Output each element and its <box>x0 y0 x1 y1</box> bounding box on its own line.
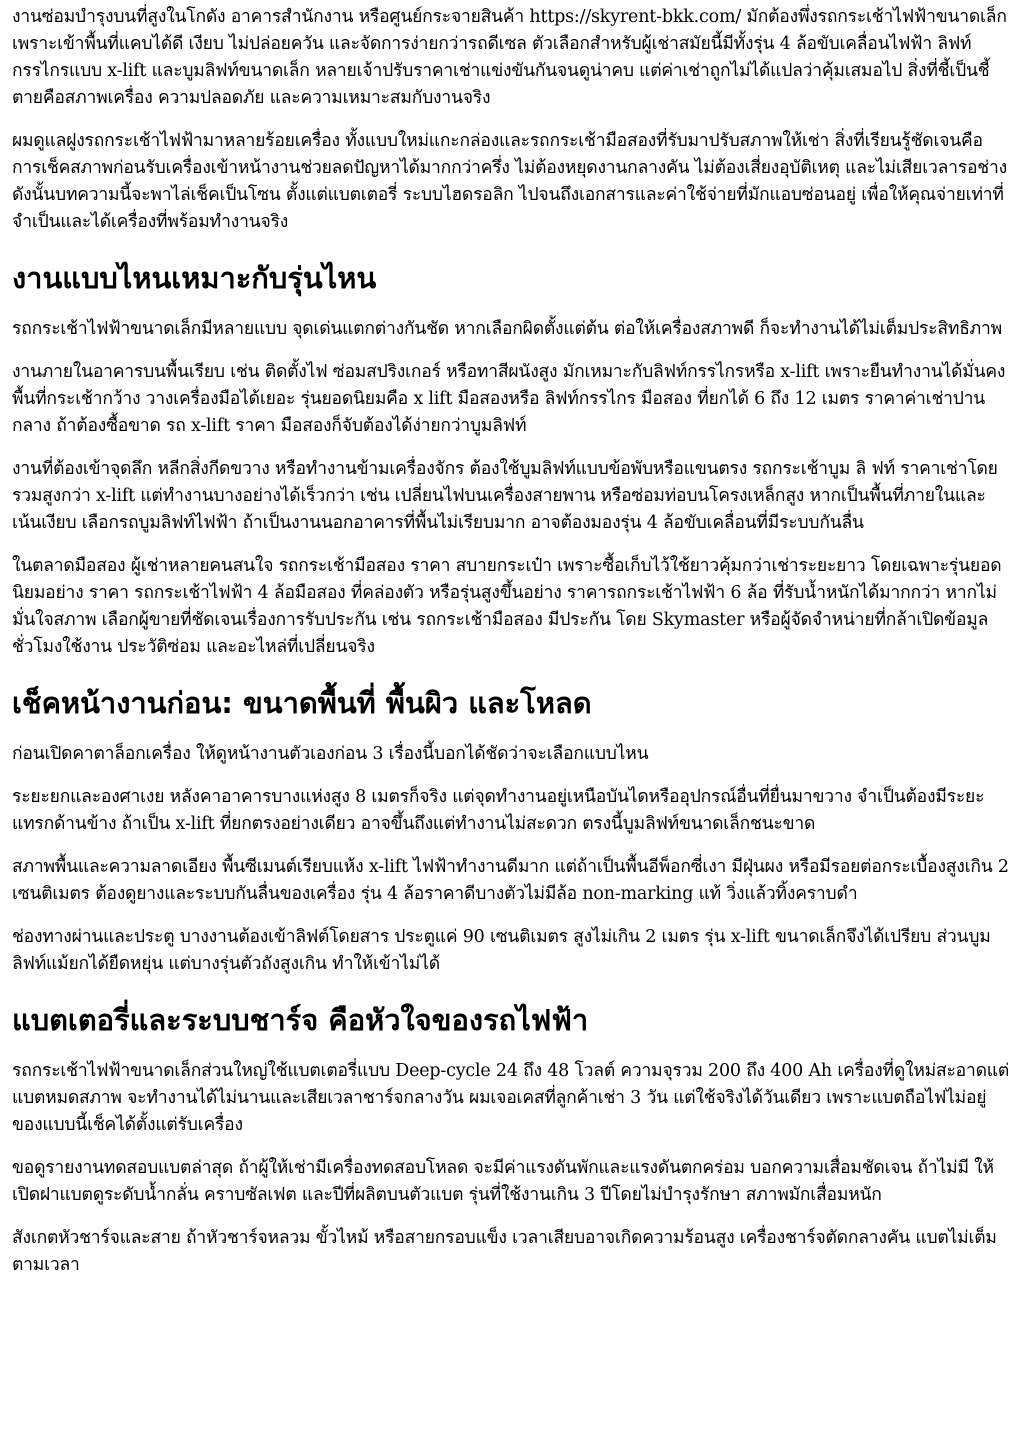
body-paragraph: รถกระเช้าไฟฟ้าขนาดเล็กมีหลายแบบ จุดเด่นแตกต่างกันชัด หากเลือกผิดตั้งแต่ต้น ต่อให้เครื่องสภาพดี ก็จะทำงานได้ไม่เต็มประสิทธิภาพ <box>12 319 1002 339</box>
section-heading-model-fit: งานแบบไหนเหมาะกับรุ่นไหน <box>12 261 377 295</box>
body-paragraph: งานที่ต้องเข้าจุดลึก หลีกสิ่งกีดขวาง หรือทำงานข้ามเครื่องจักร ต้องใช้บูมลิฟท์แบบข้อพับหรือแขนตรง รถกระเช้าบูม ลิ ฟท์ ราคาเช่าโดยรวมสูงกว่า x-lift แต่ทำงานบางอย่างได้เร็วกว่า เช่น เปลี่ยนไฟบนเครื่องสายพาน หรือซ่อมท่อบนโครงเหล็กสูง หากเป็นพื้นที่ภายในและเน้นเงียบ เลือกรถบูมลิฟท์ไฟฟ้า ถ้าเป็นงานนอกอาคารที่พื้นไม่เรียบมาก อาจต้องมองรุ่น 4 ล้อขับเคลื่อนที่มีระบบกันลื่น <box>12 459 998 533</box>
intro-paragraph: งานซ่อมบำรุงบนที่สูงในโกดัง อาคารสำนักงาน หรือศูนย์กระจายสินค้า https://skyrent-bkk.com/ มักต้องพึ่งรถกระเช้าไฟฟ้าขนาดเล็ก เพราะเข้าพื้นที่แคบได้ดี เงียบ ไม่ปล่อยควัน และจัดการง่ายกว่ารถดีเซล ตัวเลือกสำหรับผู้เช่าสมัยนี้มีทั้งรุ่น 4 ล้อขับเคลื่อนไฟฟ้า ลิฟท์กรรไกรแบบ x-lift และบูมลิฟท์ขนาดเล็ก หลายเจ้าปรับราคาเช่าแข่งขันกันจนดูน่าคบ แต่ค่าเช่าถูกไม่ได้แปลว่าคุ้มเสมอไป สิ่งที่ชี้เป็นชี้ตายคือสภาพเครื่อง ความปลอดภัย และความเหมาะสมกับงานจริง <box>12 7 1007 108</box>
intro-paragraph: ผมดูแลฝูงรถกระเช้าไฟฟ้ามาหลายร้อยเครื่อง ทั้งแบบใหม่แกะกล่องและรถกระเช้ามือสองที่รับมาปรับสภาพให้เช่า สิ่งที่เรียนรู้ชัดเจนคือ การเช็คสภาพก่อนรับเครื่องเข้าหน้างานช่วยลดปัญหาได้มากกว่าครึ่ง ไม่ต้องหยุดงานกลางคัน ไม่ต้องเสี่ยงอุบัติเหตุ และไม่เสียเวลารอช่าง ดังนั้นบทความนี้จะพาไล่เช็คเป็นโซน ตั้งแต่แบตเตอรี่ ระบบไฮดรอลิก ไปจนถึงเอกสารและค่าใช้จ่ายที่มักแอบซ่อนอยู่ เพื่อให้คุณจ่ายเท่าที่จำเป็นและได้เครื่องที่พร้อมทำงานจริง <box>12 131 1007 232</box>
body-paragraph: ขอดูรายงานทดสอบแบตล่าสุด ถ้าผู้ให้เช่ามีเครื่องทดสอบโหลด จะมีค่าแรงดันพักและแรงดันตกคร่อม บอกความเสื่อมชัดเจน ถ้าไม่มี ให้เปิดฝาแบตดูระดับน้ำกลั่น คราบซัลเฟต และปีที่ผลิตบนตัวแบต รุ่นที่ใช้งานเกิน 3 ปีโดยไม่บำรุงรักษา สภาพมักเสื่อมหนัก <box>12 1158 994 1205</box>
section-heading-battery: แบตเตอรี่และระบบชาร์จ คือหัวใจของรถไฟฟ้า <box>12 1003 589 1037</box>
body-paragraph: รถกระเช้าไฟฟ้าขนาดเล็กส่วนใหญ่ใช้แบตเตอรี่แบบ Deep-cycle 24 ถึง 48 โวลต์ ความจุรวม 200 ถึง 400 Ah เครื่องที่ดูใหม่สะอาดแต่แบตหมดสภาพ จะทำงานได้ไม่นานและเสียเวลาชาร์จกลางวัน ผมเจอเคสที่ลูกค้าเช่า 3 วัน แต่ใช้จริงได้วันเดียว เพราะแบตถือไฟไม่อยู่ ของแบบนี้เช็คได้ตั้งแต่รับเครื่อง <box>12 1061 1010 1135</box>
body-paragraph: ในตลาดมือสอง ผู้เช่าหลายคนสนใจ รถกระเช้ามือสอง ราคา สบายกระเป๋า เพราะซื้อเก็บไว้ใช้ยาวคุ้มกว่าเช่าระยะยาว โดยเฉพาะรุ่นยอดนิยมอย่าง ราคา รถกระเช้าไฟฟ้า 4 ล้อมือสอง ที่คล่องตัว หรือรุ่นสูงขึ้นอย่าง ราคารถกระเช้าไฟฟ้า 6 ล้อ ที่รับน้ำหนักได้มากกว่า หากไม่มั่นใจสภาพ เลือกผู้ขายที่ชัดเจนเรื่องการรับประกัน เช่น รถกระเช้ามือสอง มีประกัน โดย Skymaster หรือผู้จัดจำหน่ายที่กล้าเปิดข้อมูลชั่วโมงใช้งาน ประวัติซ่อม และอะไหล่ที่เปลี่ยนจริง <box>12 556 1002 657</box>
body-paragraph: งานภายในอาคารบนพื้นเรียบ เช่น ติดตั้งไฟ ซ่อมสปริงเกอร์ หรือทาสีผนังสูง มักเหมาะกับลิฟท์กรรไกรหรือ x-lift เพราะยืนทำงานได้มั่นคง พื้นที่กระเช้ากว้าง วางเครื่องมือได้เยอะ รุ่นยอดนิยมคือ x lift มือสองหรือ ลิฟท์กรรไกร มือสอง ที่ยกได้ 6 ถึง 12 เมตร ราคาค่าเช่าปานกลาง ถ้าต้องซื้อขาด รถ x-lift ราคา มือสองก็จับต้องได้ง่ายกว่าบูมลิฟท์ <box>12 362 1006 436</box>
section-heading-site-check: เช็คหน้างานก่อน: ขนาดพื้นที่ พื้นผิว และโหลด <box>12 686 592 720</box>
body-paragraph: ก่อนเปิดคาตาล็อกเครื่อง ให้ดูหน้างานตัวเองก่อน 3 เรื่องนี้บอกได้ชัดว่าจะเลือกแบบไหน <box>12 744 649 764</box>
body-paragraph: สภาพพื้นและความลาดเอียง พื้นซีเมนต์เรียบแห้ง x-lift ไฟฟ้าทำงานดีมาก แต่ถ้าเป็นพื้นอีพ็อกซี่เงา มีฝุ่นผง หรือมีรอยต่อกระเบื้องสูงเกิน 2 เซนติเมตร ต้องดูยางและระบบกันลื่นของเครื่อง รุ่น 4 ล้อราคาดีบางตัวไม่มีล้อ non-marking แท้ วิ่งแล้วทิ้งคราบดำ <box>12 857 1009 904</box>
body-paragraph: ระยะยกและองศาเงย หลังคาอาคารบางแห่งสูง 8 เมตรก็จริง แต่จุดทำงานอยู่เหนือบันไดหรืออุปกรณ์อื่นที่ยื่นมาขวาง จำเป็นต้องมีระยะแทรกด้านข้าง ถ้าเป็น x-lift ที่ยกตรงอย่างเดียว อาจขึ้นถึงแต่ทำงานไม่สะดวก ตรงนี้บูมลิฟท์ขนาดเล็กชนะขาด <box>12 787 985 834</box>
body-paragraph: สังเกตหัวชาร์จและสาย ถ้าหัวชาร์จหลวม ขั้วไหม้ หรือสายกรอบแข็ง เวลาเสียบอาจเกิดความร้อนสูง เครื่องชาร์จตัดกลางคัน แบตไม่เต็มตามเวลา <box>12 1228 997 1275</box>
body-paragraph: ช่องทางผ่านและประตู บางงานต้องเข้าลิฟต์โดยสาร ประตูแค่ 90 เซนติเมตร สูงไม่เกิน 2 เมตร รุ่น x-lift ขนาดเล็กจึงได้เปรียบ ส่วนบูมลิฟท์แม้ยกได้ยืดหยุ่น แต่บางรุ่นตัวถังสูงเกิน ทำให้เข้าไม่ได้ <box>12 927 991 974</box>
